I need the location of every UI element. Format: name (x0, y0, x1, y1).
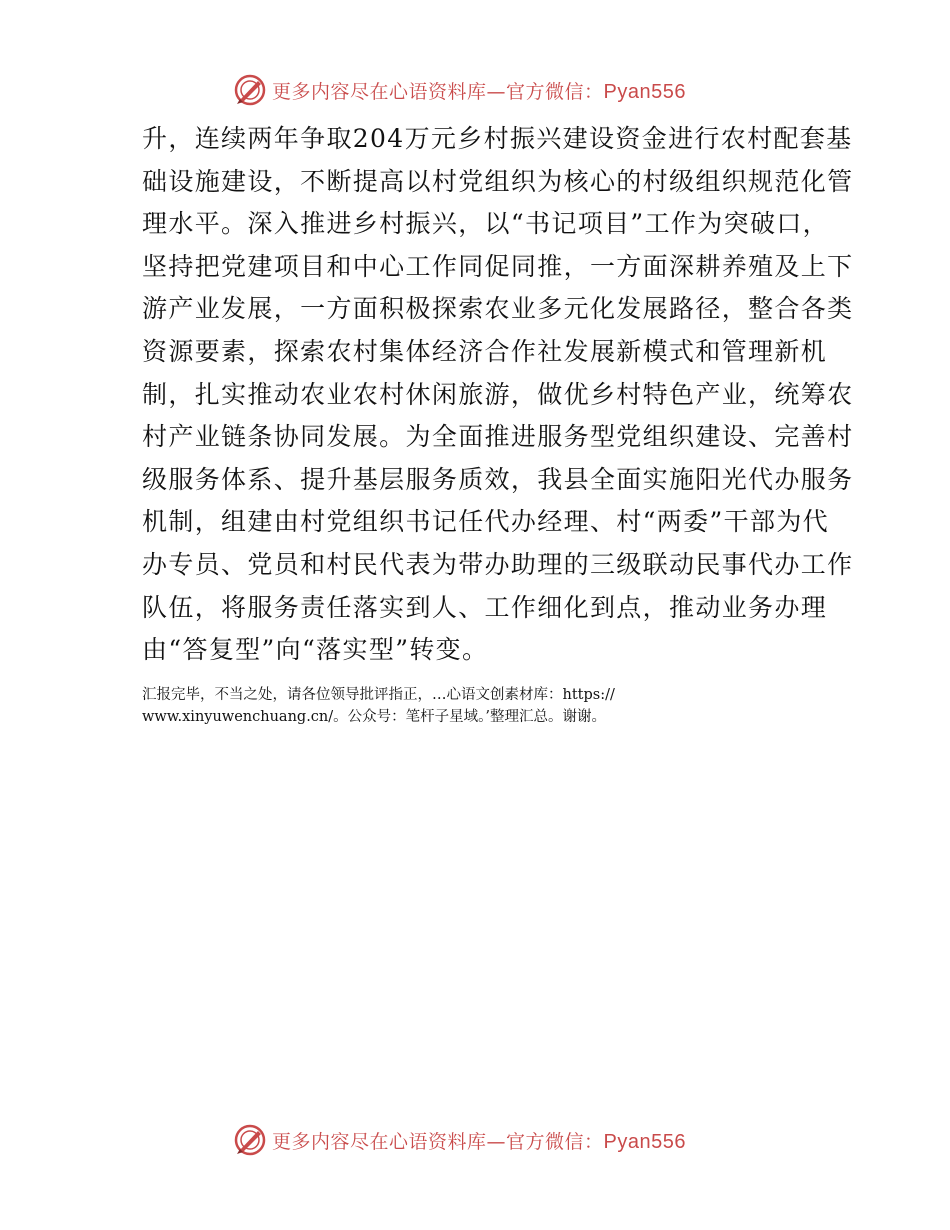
body-line: 机制，组建由村党组织书记任代办经理、村“两委”干部为代 (142, 507, 830, 537)
body-line: 村产业链条协同发展。为全面推进服务型党组织建设、完善村 (142, 422, 854, 452)
body-line: 级服务体系、提升基层服务质效，我县全面实施阳光代办服务 (142, 464, 854, 494)
header-banner (233, 72, 686, 108)
wechat-handle: Pyan556 (603, 1130, 686, 1153)
banner-text: 更多内容尽在心语资料库—官方微信：Pyan556 (272, 1130, 686, 1153)
closing-note-line: www.xinyuwenchuang.cn/。公众号：笔杆子星域。’整理汇总。谢谢。 (142, 709, 607, 725)
body-line: 队伍，将服务责任落实到人、工作细化到点，推动业务办理 (142, 592, 828, 622)
body-line: 础设施建设，不断提高以村党组织为核心的村级组织规范化管 (142, 166, 854, 196)
pen-seal-logo-icon (233, 1123, 267, 1157)
closing-note-line: 汇报完毕，不当之处，请各位领导批评指正，…心语文创素材库：https:// (142, 687, 615, 703)
pen-seal-logo-icon (233, 73, 267, 107)
document-body (142, 118, 854, 672)
body-line: 游产业发展，一方面积极探索农业多元化发展路径，整合各类 (142, 294, 854, 324)
footer-banner (233, 1122, 686, 1158)
body-line: 由“答复型”向“落实型”转变。 (142, 635, 489, 665)
closing-note (142, 684, 822, 728)
body-line: 办专员、党员和村民代表为带办助理的三级联动民事代办工作 (142, 549, 854, 579)
wechat-handle: Pyan556 (603, 80, 686, 103)
body-line: 制，扎实推动农业农村休闲旅游，做优乡村特色产业，统筹农 (142, 379, 854, 409)
banner-text: 更多内容尽在心语资料库—官方微信：Pyan556 (272, 80, 686, 103)
body-line: 坚持把党建项目和中心工作同促同推，一方面深耕养殖及上下 (142, 251, 854, 281)
body-line: 升，连续两年争取204万元乡村振兴建设资金进行农村配套基 (142, 124, 853, 153)
body-line: 理水平。深入推进乡村振兴，以“书记项目”工作为突破口， (142, 209, 830, 239)
body-line: 资源要素，探索农村集体经济合作社发展新模式和管理新机 (142, 336, 828, 366)
